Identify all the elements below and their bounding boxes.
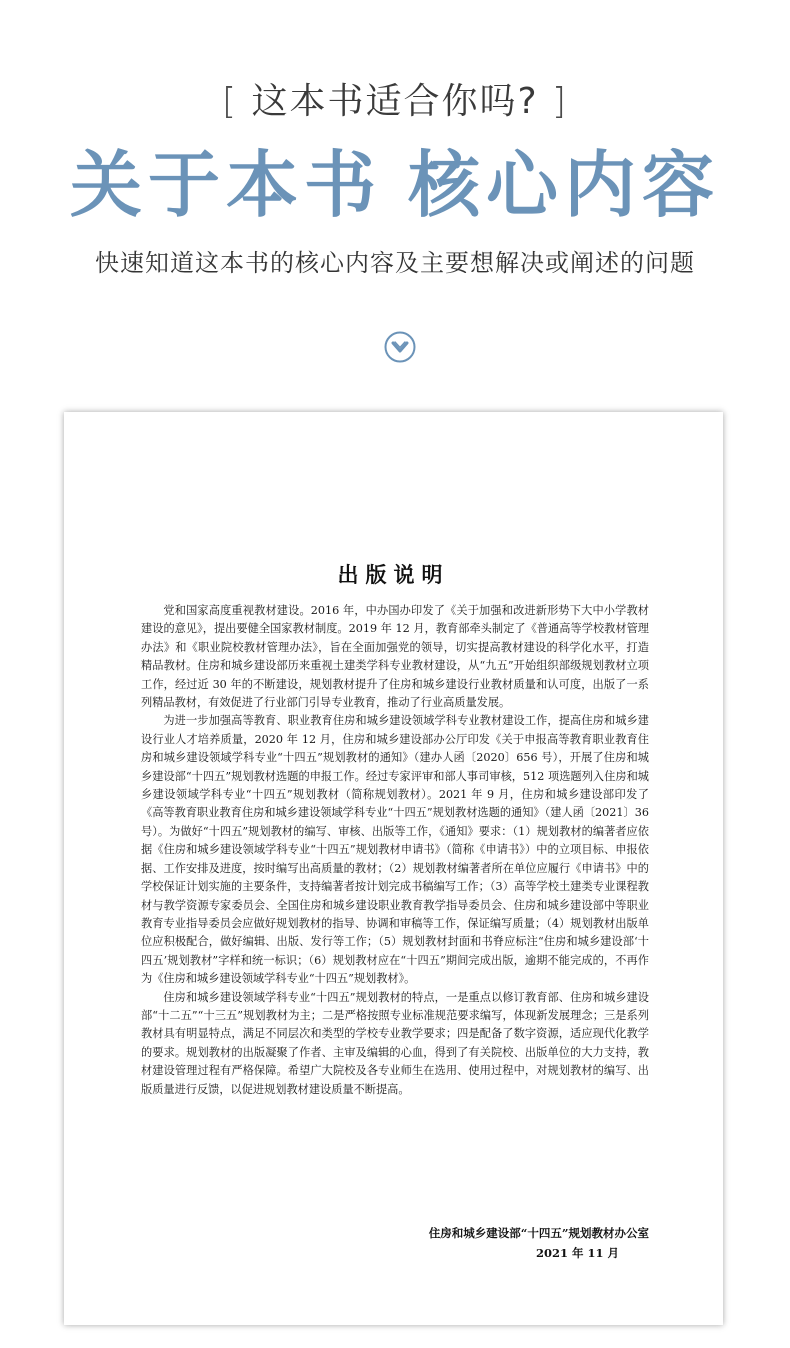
signature-block (314, 1223, 649, 1263)
paragraph-3: 住房和城乡建设领域学科专业“十四五”规划教材的特点，一是重点以修订教育部、住房和城乡建设部“十二五”“十三五”规划教材为主；二是严格按照专业标准规范要求编写，体现新发展理念；三是系列教材具有明显特点，满足不同层次和类型的学校专业教学要求；四是配备了数字资源，适应现代化教学的要求。规划教材的出版凝聚了作者、主审及编辑的心血，得到了有关院校、出版单位的大力支持，教材建设管理过程有严格保障。希望广大院校及各专业师生在选用、使用过程中，对规划教材的编写、出版质量进行反馈，以促进规划教材建设质量不断提高。 (141, 990, 649, 1096)
title-part-core-content: 核心内容 (408, 142, 721, 227)
kicker-text: 这本书适合你吗? (251, 81, 539, 122)
signature-date: 2021 年 11 月 (535, 1246, 619, 1260)
paragraph-2: 为进一步加强高等教育、职业教育住房和城乡建设领域学科专业教材建设工作，提高住房和城乡建设行业人才培养质量，2020 年 12 月，住房和城乡建设部办公厅印发《关于申报高等教育职业教育住房和城乡建设领域学科专业“十四五”规划教材的通知》（建办人函〔2020〕656 号），开展了住房和城乡建设部“十四五”规划教材选题的申报工作。经过专家评审和部人事司审核，512 项选题列入住房和城乡建设领域学科专业“十四五”规划教材（简称规划教材）。2021 年 9 月，住房和城乡建设部印发了《高等教育职业教育住房和城乡建设领域学科专业“十四五”规划教材选题的通知》（建人函〔2021〕36 号）。为做好“十四五”规划教材的编写、审核、出版等工作，《通知》要求：（1）规划教材的编著者应依据《住房和城乡建设领域学科专业“十四五”规划教材申请书》（简称《申请书》）中的立项目标、申报依据、工作安排及进度，按时编写出高质量的教材；（2）规划教材编著者所在单位应履行《申请书》中的学校保证计划实施的主要条件，支持编著者按计划完成书稿编写工作；（3）高等学校土建类专业课程教材与教学资源专家委员会、全国住房和城乡建设职业教育教学指导委员会、住房和城乡建设部中等职业教育专业指导委员会应做好规划教材的指导、协调和审稿等工作，保证编写质量；（4）规划教材出版单位应积极配合，做好编辑、出版、发行等工作；（5）规划教材封面和书脊应标注“住房和城乡建设部‘十四五’规划教材”字样和统一标识；（6）规划教材应在“十四五”期间完成出版，逾期不能完成的，不再作为《住房和城乡建设领域学科专业“十四五”规划教材》。 (141, 714, 649, 986)
bracket-left: [ (221, 81, 238, 122)
subtitle: 快速知道这本书的核心内容及主要想解决或阐述的问题 (95, 249, 695, 277)
chevron-down-circle-icon (384, 331, 416, 363)
bracket-right: ] (552, 81, 569, 122)
section-kicker (0, 80, 790, 124)
title-part-about-book: 关于本书 (69, 142, 382, 227)
signature-office: 住房和城乡建设部“十四五”规划教材办公室 (428, 1226, 649, 1240)
promo-header (0, 0, 790, 400)
main-title (0, 140, 790, 230)
document-body (141, 602, 649, 1099)
document-title: 出版说明 (337, 563, 450, 587)
paragraph-1: 党和国家高度重视教材建设。2016 年，中办国办印发了《关于加强和改进新形势下大中小学教材建设的意见》，提出要健全国家教材制度。2019 年 12 月，教育部牵头制定了《普通高等学校教材管理办法》和《职业院校教材管理办法》，旨在全面加强党的领导，切实提高教材建设的科学化水平，打造精品教材。住房和城乡建设部历来重视土建类学科专业教材建设，从“九五”开始组织部级规划教材立项工作，经过近 30 年的不断建设，规划教材提升了住房和城乡建设行业教材质量和认可度，出版了一系列精品教材，有效促进了行业部门引导专业教育，推动了行业高质量发展。 (141, 604, 649, 710)
document-page (64, 412, 723, 1325)
